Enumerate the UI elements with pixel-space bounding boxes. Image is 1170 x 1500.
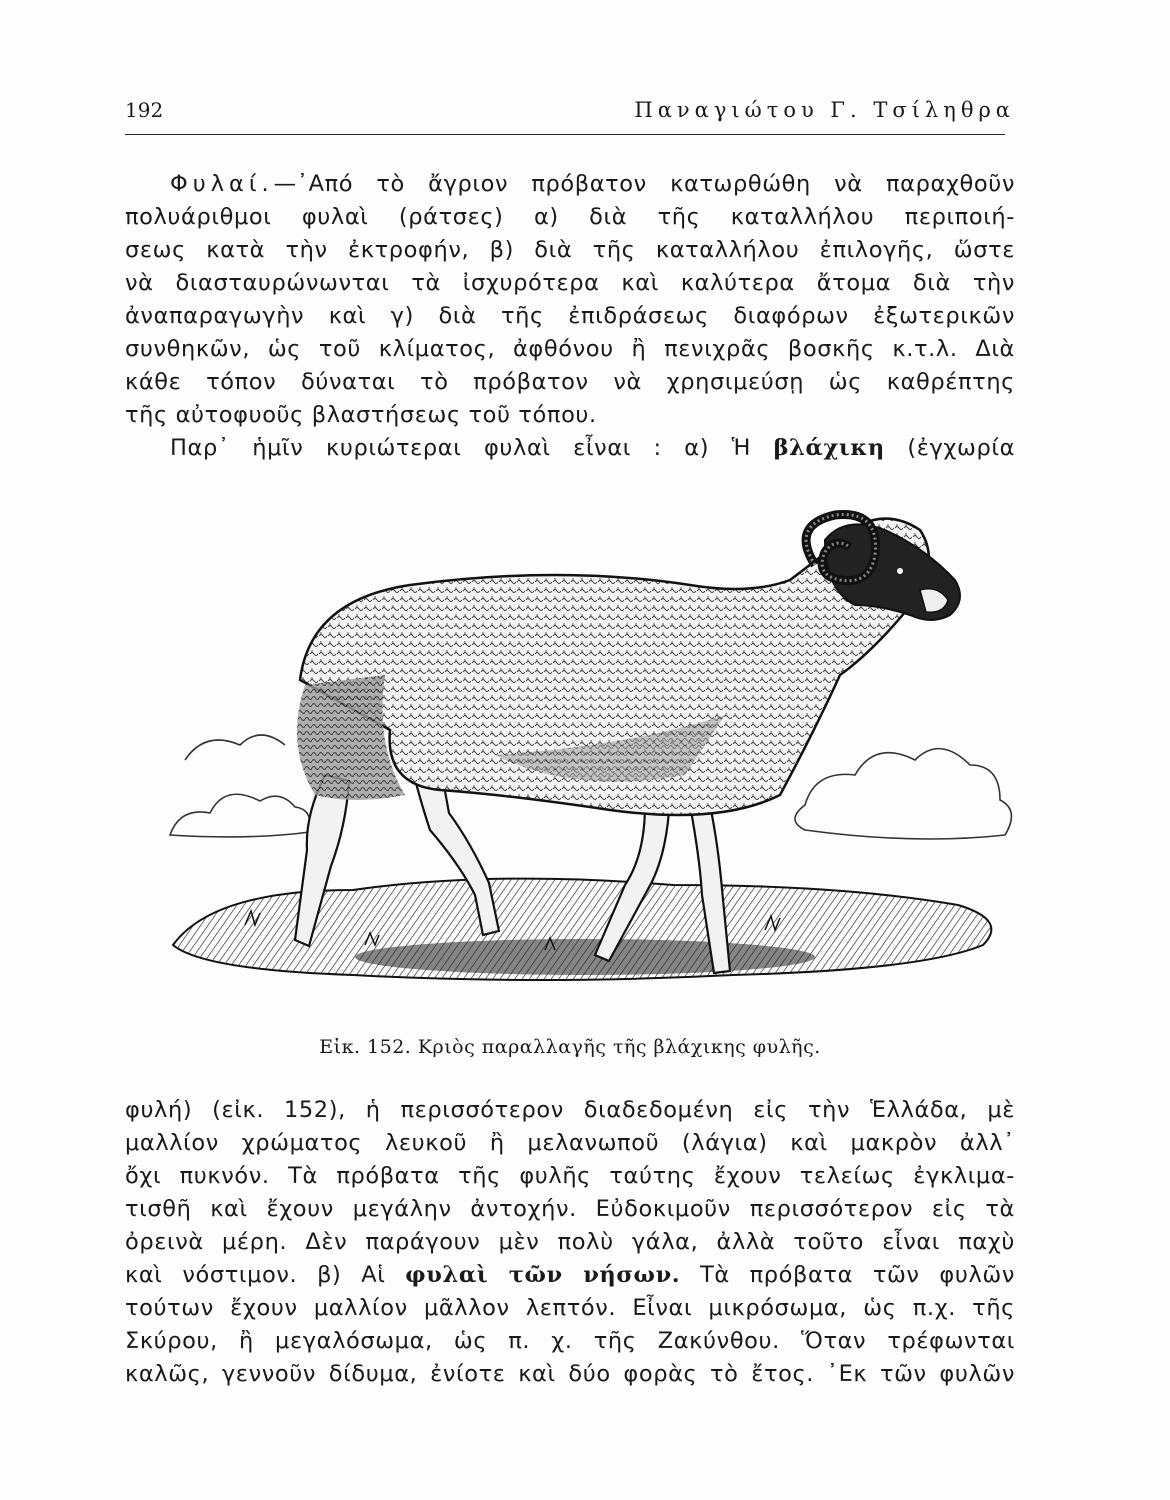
text-line: ὀρεινὰ μέρη. Δὲν παράγουν μὲν πολὺ γάλα, ἀλλὰ τοῦτο εἶναι παχὺ: [125, 1229, 1015, 1255]
text-line: τισθῆ καὶ ἔχουν μεγάλην ἀντοχήν. Εὐδοκιμοῦν περισσότερον εἰς τὰ: [125, 1196, 1015, 1222]
paragraph-top: [125, 168, 1015, 465]
text-line: ἀναπαραγωγὴν καὶ γ) διὰ τῆς ἐπιδράσεως διαφόρων ἐξωτερικῶν: [125, 303, 1015, 329]
running-head: Παναγιώτου Γ. Τσίληθρα: [634, 98, 1015, 122]
text-fragment: Παρ᾿ ἡμῖν κυριώτεραι φυλαὶ εἶναι : α) Ἡ: [170, 435, 752, 461]
text-line: τούτων ἔχουν μαλλίον μᾶλλον λεπτόν. Εἶναι μικρόσωμα, ὡς π.χ. τῆς: [125, 1295, 1015, 1321]
text-fragment: καὶ νόστιμον. β) Αἱ: [125, 1262, 386, 1288]
text-line: μαλλίον χρώματος λευκοῦ ἢ μελανωποῦ (λάγια) καὶ μακρὸν ἀλλ᾿: [125, 1130, 1015, 1156]
text-line: τῆς αὐτοφυοῦς βλαστήσεως τοῦ τόπου.: [125, 402, 597, 428]
text-fragment: Τὰ πρόβατα τῶν φυλῶν: [700, 1262, 1015, 1288]
text-line: κάθε τόπον δύναται τὸ πρόβατον νὰ χρησιμεύσῃ ὡς καθρέπτης: [125, 369, 1015, 395]
text-line: [125, 168, 1015, 201]
text-line: [125, 432, 1015, 465]
text-fragment: —᾿Από τὸ ἄγριον πρόβατον κατωρθώθη νὰ παραχθοῦν: [273, 171, 1015, 197]
text-line: Σκύρου, ἢ μεγαλόσωμα, ὡς π. χ. τῆς Ζακύνθου. Ὅταν τρέφωνται: [125, 1328, 1015, 1354]
page-header: [125, 98, 1015, 134]
header-rule: [125, 134, 1005, 135]
clouds-left: [170, 735, 310, 837]
text-fragment: (ἐγχωρία: [907, 435, 1015, 461]
text-line: καλῶς, γεννοῦν δίδυμα, ἐνίοτε καὶ δύο φορὰς τὸ ἔτος. ᾿Εκ τῶν φυλῶν: [125, 1361, 1015, 1387]
text-line: σεως κατὰ τὴν ἐκτροφήν, β) διὰ τῆς καταλλήλου ἐπιλογῆς, ὥστε: [125, 237, 1015, 263]
text-line: ὄχι πυκνόν. Τὰ πρόβατα τῆς φυλῆς ταύτης ἔχουν τελείως ἐγκλιμα-: [125, 1163, 1015, 1189]
text-line: [125, 1259, 1015, 1292]
text-line: φυλή) (εἰκ. 152), ἡ περισσότερον διαδεδομένη εἰς τὴν Ἑλλάδα, μὲ: [125, 1097, 1015, 1123]
breed-term: φυλαὶ τῶν νήσων.: [405, 1262, 681, 1288]
text-line: νὰ διασταυρώνωνται τὰ ἰσχυρότερα καὶ καλύτερα ἄτομα διὰ τὴν: [125, 270, 1015, 296]
page-number: 192: [125, 98, 164, 122]
ram-illustration: [165, 505, 1025, 1010]
clouds-right: [795, 749, 1011, 839]
text-line: πολυάριθμοι φυλαὶ (ράτσες) α) διὰ τῆς καταλλήλου περιποιή-: [125, 204, 1015, 230]
text-line: συνθηκῶν, ὡς τοῦ κλίματος, ἀφθόνου ἢ πενιχρᾶς βοσκῆς κ.τ.λ. Διὰ: [125, 336, 1015, 362]
section-lead: Φυλαί.: [170, 171, 274, 197]
paragraph-bottom: [125, 1094, 1015, 1391]
breed-term: βλάχικη: [773, 435, 885, 461]
figure-caption: Εἰκ. 152. Κριὸς παραλλαγῆς τῆς βλάχικης φυλῆς.: [319, 1036, 821, 1058]
